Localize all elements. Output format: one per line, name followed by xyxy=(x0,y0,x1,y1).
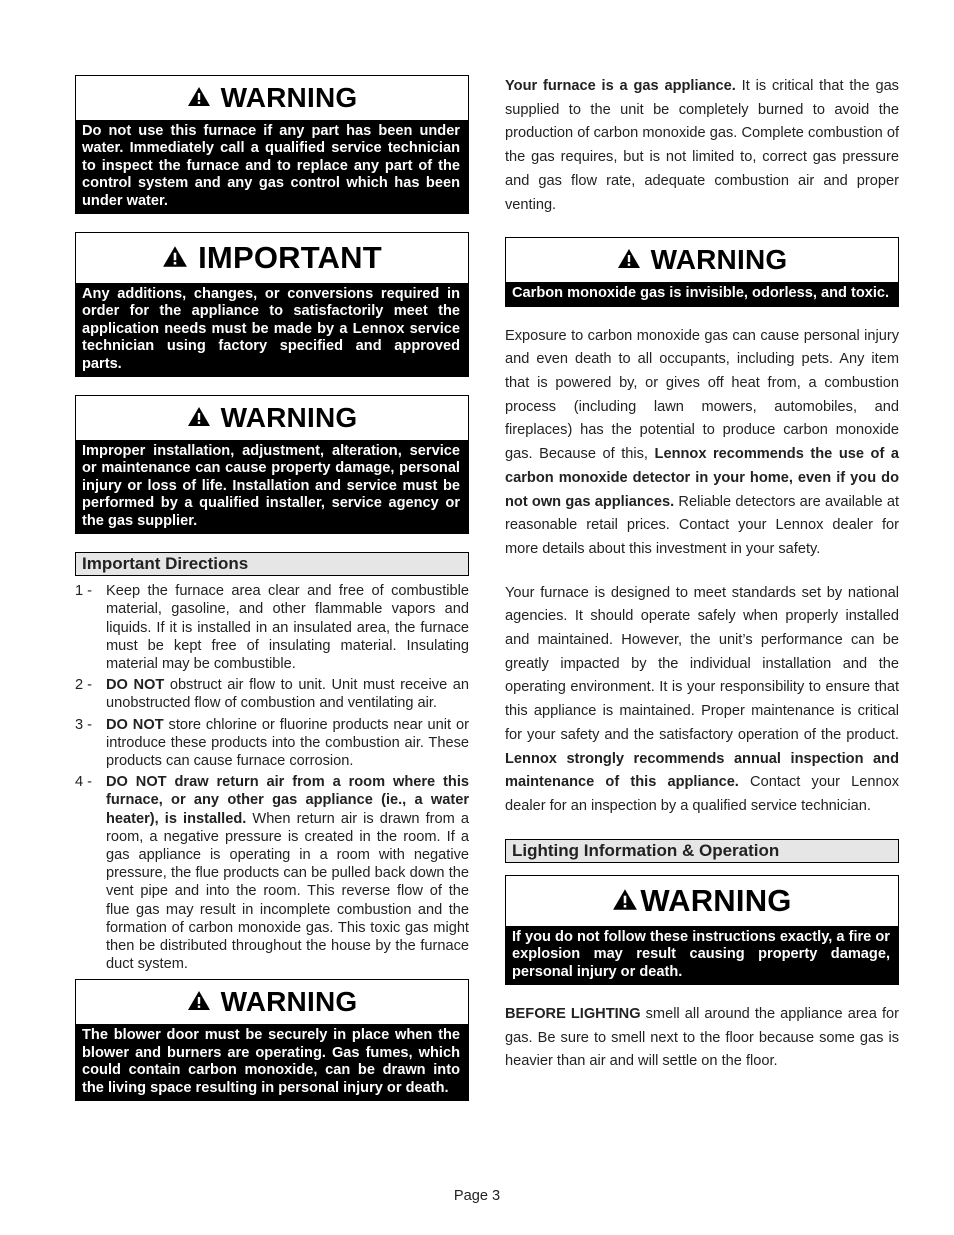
important-header xyxy=(76,233,468,283)
page-number: Page 3 xyxy=(453,1188,501,1204)
warning-box-carbon-monoxide xyxy=(505,237,899,306)
warning-header xyxy=(76,980,468,1024)
standards-paragraph xyxy=(505,582,899,819)
warning-title: WARNING xyxy=(220,402,358,434)
item-text xyxy=(106,716,469,771)
warning-triangle-icon xyxy=(187,986,211,1018)
warning-text: If you do not follow these instructions exactly, a fire or explosion may result causing property damage, personal injury or death. xyxy=(506,926,898,984)
exposure-bold: Lennox recommends the use of a carbon monoxide detector in your home, even if you do not own gas appliances. xyxy=(505,446,899,510)
item-body: Keep the furnace area clear and free of combustible material, gasoline, and other flammable vapors and liquids. If it is installed in an insulated area, the furnace must be kept free of insulating material. Insulating material may be combustible. xyxy=(106,583,469,672)
intro-text: It is critical that the gas supplied to the unit be completely burned to avoid the production of carbon monoxide gas. Complete combustion of the gas requires, but is not limited to, correct gas pressure and gas flow rate, adequate combustion air and proper venting. xyxy=(505,78,899,213)
warning-triangle-icon xyxy=(187,82,211,114)
item-body: store chlorine or fluorine products near unit or introduce these products into the combustion air. These products can cause furnace corrosion. xyxy=(106,716,469,769)
important-box xyxy=(75,232,469,377)
list-item xyxy=(75,582,469,673)
warning-triangle-icon xyxy=(187,402,211,434)
warning-triangle-icon xyxy=(617,244,641,276)
warning-header xyxy=(506,876,898,926)
exposure-text-2: Reliable detectors are available at reasonable retail prices. Contact your Lennox dealer for more details about this investment in your safety. xyxy=(505,493,899,557)
exposure-text-1: Exposure to carbon monoxide gas can cause personal injury and even death to all occupants, including pets. Any item that is powered by, or gives off heat from, a combustion process (including lawn mowers, automobiles, and fireplaces) has the potential to produce carbon monoxide gas. Because of this, xyxy=(505,327,899,463)
exposure-paragraph xyxy=(505,325,899,562)
warning-box-water xyxy=(75,75,469,214)
warning-triangle-icon xyxy=(162,240,188,276)
intro-bold: Your furnace is a gas appliance. xyxy=(505,78,736,94)
warning-title: WARNING xyxy=(220,986,358,1018)
warning-header xyxy=(506,238,898,282)
item-bold: DO NOT xyxy=(106,677,165,694)
item-number: 3 - xyxy=(75,716,93,733)
warning-header xyxy=(76,396,468,440)
list-item xyxy=(75,773,469,973)
right-column xyxy=(505,75,899,1094)
important-directions-heading: Important Directions xyxy=(75,552,469,576)
standards-text-2: Contact your Lennox dealer for an inspection by a qualified service technician. xyxy=(505,774,899,814)
before-lighting-text: smell all around the appliance area for gas. Be sure to smell next to the floor because some gas is heavier than air and will settle on the floor. xyxy=(505,1005,899,1070)
warning-text: Carbon monoxide gas is invisible, odorless, and toxic. xyxy=(506,282,898,305)
item-text xyxy=(106,773,469,973)
warning-title: WARNING xyxy=(640,882,792,918)
item-text xyxy=(106,582,469,673)
directions-list xyxy=(75,582,469,973)
warning-box-installation xyxy=(75,395,469,534)
warning-text: Improper installation, adjustment, alteration, service or maintenance can cause property damage, personal injury or loss of life. Installation and service must be performed by a qualified installer, service agency or the gas supplier. xyxy=(76,440,468,533)
item-body: obstruct air flow to unit. Unit must receive an unobstructed flow of combustion and ventilating air. xyxy=(106,677,469,712)
warning-title: WARNING xyxy=(220,82,358,113)
intro-paragraph xyxy=(505,75,899,217)
item-number: 1 - xyxy=(75,583,93,600)
list-item xyxy=(75,676,469,712)
item-text xyxy=(106,676,469,712)
before-lighting-paragraph xyxy=(505,1003,899,1074)
before-lighting-bold: BEFORE LIGHTING xyxy=(505,1005,641,1022)
item-bold: DO NOT draw return air from a room where this furnace, or any other gas appliance (ie., a water heater), is installed. xyxy=(106,774,469,827)
item-number: 2 - xyxy=(75,677,93,694)
standards-bold: Lennox strongly recommends annual inspection and maintenance of this appliance. xyxy=(505,750,899,791)
warning-box-lighting xyxy=(505,875,899,985)
item-bold: DO NOT xyxy=(106,716,164,733)
important-text: Any additions, changes, or conversions required in order for the appliance to satisfactorily meet the application needs must be made by a Lennox service technician using factory specified and approved parts. xyxy=(76,283,468,376)
standards-text-1: Your furnace is designed to meet standards set by national agencies. It should operate safely when properly installed and maintained. However, the unit’s performance can be greatly impacted by the individual installation and the operating environment. It is your responsibility to ensure that this appliance is maintained. Proper maintenance is critical for your safety and the satisfactory operation of the product. xyxy=(505,584,899,743)
important-title: IMPORTANT xyxy=(198,240,382,276)
item-body: When return air is drawn from a room, a negative pressure is created in the room. If a gas appliance is operating in a room with negative pressure, the flue products can be pulled back down the vent pipe and into the room. This reverse flow of the flue gas may result in incomplete combustion and the formation of carbon monoxide gas. This toxic gas might then be distributed throughout the house by the furnace duct system. xyxy=(106,810,469,973)
item-number: 4 - xyxy=(75,774,93,791)
warning-text: The blower door must be securely in place when the blower and burners are operating. Gas fumes, which could contain carbon monoxide, can be drawn into the living space resulting in personal injury or death. xyxy=(76,1024,468,1100)
warning-text: Do not use this furnace if any part has been under water. Immediately call a qualified service technician to inspect the furnace and to replace any part of the control system and any gas control which has been under water. xyxy=(76,120,468,213)
lighting-information-heading: Lighting Information & Operation xyxy=(505,839,899,863)
left-column xyxy=(75,75,469,1119)
warning-box-blower-door xyxy=(75,979,469,1101)
list-item xyxy=(75,716,469,771)
warning-triangle-icon xyxy=(612,883,638,919)
warning-header xyxy=(76,76,468,120)
warning-title: WARNING xyxy=(650,244,788,276)
